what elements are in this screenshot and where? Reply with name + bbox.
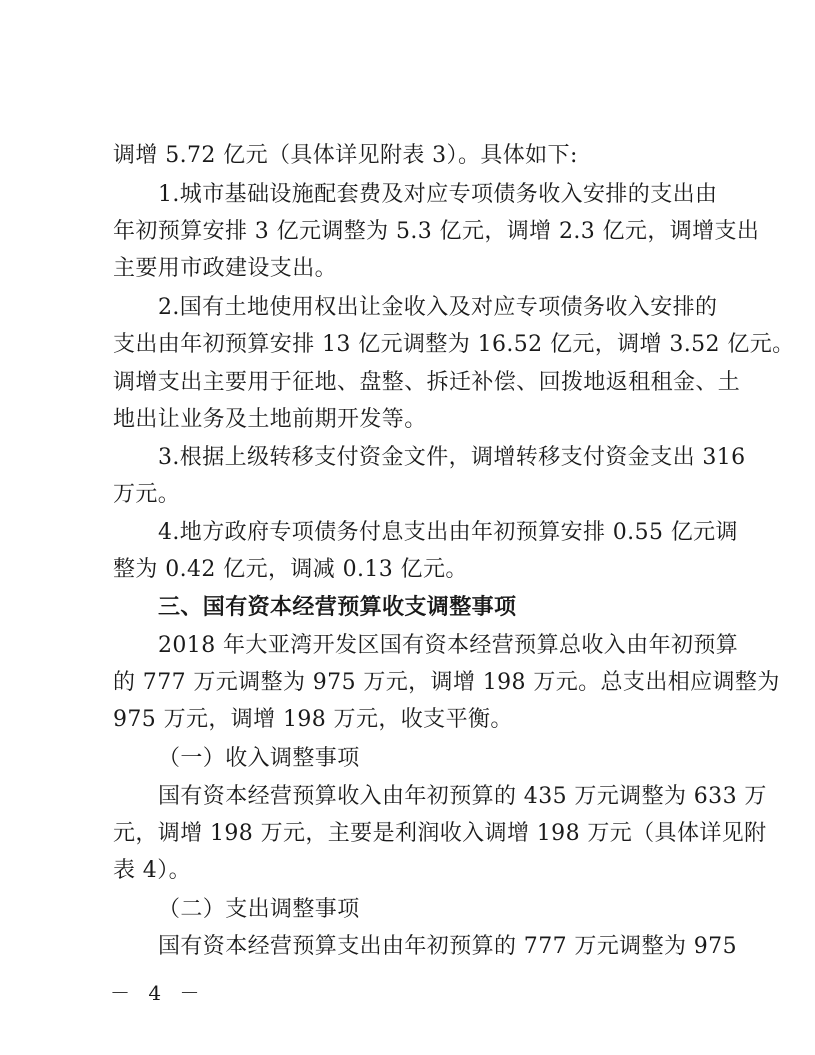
paragraph-line: 地出让业务及土地前期开发等。: [113, 407, 427, 432]
section-heading: 三、国有资本经营预算收支调整事项: [158, 595, 517, 620]
paragraph-line: 调增 5.72 亿元（具体详见附表 3）。具体如下:: [113, 143, 578, 168]
paragraph-line: 3.根据上级转移支付资金文件，调增转移支付资金支出 316: [158, 445, 746, 470]
paragraph-line: 支出由年初预算安排 13 亿元调整为 16.52 亿元，调增 3.52 亿元。: [113, 332, 795, 357]
paragraph-line: 表 4）。: [113, 858, 191, 883]
paragraph-line: 的 777 万元调整为 975 万元，调增 198 万元。总支出相应调整为: [113, 670, 780, 695]
paragraph-line: 元，调增 198 万元，主要是利润收入调增 198 万元（具体详见附: [113, 821, 767, 846]
page-number: － 4 －: [110, 981, 206, 1005]
paragraph-line: 2.国有土地使用权出让金收入及对应专项债务收入安排的: [158, 295, 718, 320]
subsection-heading: （二）支出调整事项: [158, 897, 360, 922]
paragraph-line: 1.城市基础设施配套费及对应专项债务收入安排的支出由: [158, 182, 718, 207]
paragraph-line: 2018 年大亚湾开发区国有资本经营预算总收入由年初预算: [158, 633, 739, 658]
paragraph-line: 国有资本经营预算支出由年初预算的 777 万元调整为 975: [158, 934, 737, 959]
paragraph-line: 调增支出主要用于征地、盘整、拆迁补偿、回拨地返租租金、土: [113, 370, 741, 395]
paragraph-line: 年初预算安排 3 亿元调整为 5.3 亿元，调增 2.3 亿元，调增支出: [113, 219, 760, 244]
paragraph-line: 国有资本经营预算收入由年初预算的 435 万元调整为 633 万: [158, 784, 767, 809]
paragraph-line: 4.地方政府专项债务付息支出由年初预算安排 0.55 亿元调: [158, 520, 738, 545]
subsection-heading: （一）收入调整事项: [158, 746, 360, 771]
paragraph-line: 975 万元，调增 198 万元，收支平衡。: [113, 707, 513, 732]
paragraph-line: 整为 0.42 亿元，调减 0.13 亿元。: [113, 557, 468, 582]
paragraph-line: 主要用市政建设支出。: [113, 256, 338, 281]
paragraph-line: 万元。: [113, 482, 181, 507]
